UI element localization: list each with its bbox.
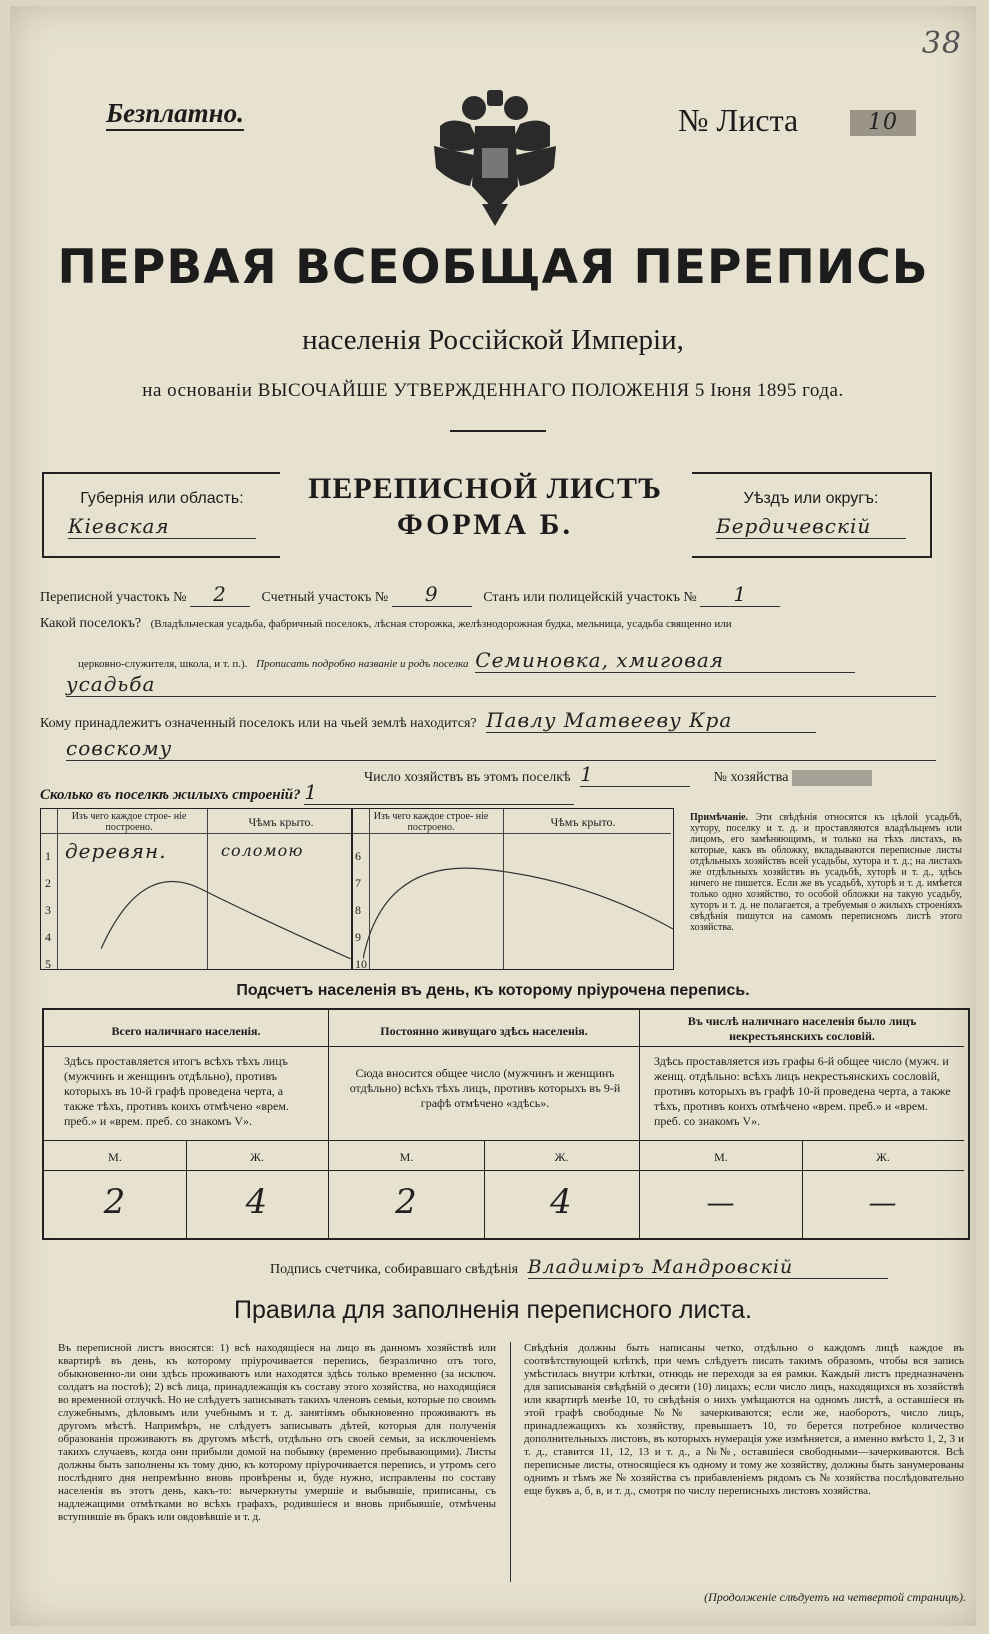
row-num-5: 5 <box>45 957 51 971</box>
rules-continued: (Продолженіе слѣдуетъ на четвертой страницѣ). <box>704 1590 966 1604</box>
settlement-value-2: усадьба <box>66 672 936 697</box>
free-label: Безплатно. <box>106 98 244 131</box>
sheet-no-label: № Листа <box>678 102 799 138</box>
count-col3-text: Здѣсь проставляется изъ графы 6-й общее число (мужч. и женщ. отдѣльно: всѣхъ лицъ некрестьянскихъ сословій, противъ которыхъ въ графѣ 10-й проведена черта, а также тѣхъ, противъ коихъ отмѣчено «врем. преб.» и «врем. преб. со знакомъ V». <box>654 1054 951 1128</box>
count-col1-text: Здѣсь проставляется итогъ всѣхъ тѣхъ лицъ (мужчинъ и женщинъ отдѣльно), противъ которыхъ въ 10-й графѣ проведена черта, а также тѣхъ, противъ коихъ отмѣчено «врем. преб.» и «врем. преб. со знакомъ V». <box>64 1054 289 1128</box>
row-num-2: 2 <box>45 876 51 890</box>
col1-m-label: М. <box>108 1150 122 1164</box>
row1-roof: соломою <box>221 841 304 860</box>
owner-value-2: совскому <box>66 736 936 761</box>
buildings-col1-header: Изъ чего каждое строе- ніе построено. <box>71 811 187 833</box>
note <box>690 812 962 933</box>
households-value: 1 <box>580 762 690 787</box>
col3-zh-label: Ж. <box>876 1150 890 1164</box>
row1-material: деревян. <box>65 839 167 863</box>
col3-m-label: М. <box>714 1150 728 1164</box>
census-sheet <box>10 6 976 1626</box>
buildings-col2-header: Чѣмъ крыто. <box>248 815 314 829</box>
signature-value: Владиміръ Мандровскій <box>528 1256 888 1279</box>
form-label: ФОРМА Б. <box>396 508 574 541</box>
note-title: Примѣчаніе. <box>690 812 749 823</box>
buildings-table <box>40 808 674 970</box>
rules-left: Въ переписной листъ вносятся: 1) всѣ находящіеся на лицо въ данномъ хозяйствѣ или квартирѣ въ день, къ которому пріурочивается перепись, безразлично отъ того, обыкновенно-ли они здѣсь проживаютъ или находятся здѣсь только временно (за исключ. солдатъ на постоѣ); 2) всѣ лица, принадлежащія къ составу этого хозяйства, но находящіяся во временной отлучкѣ. Но не слѣдуетъ записывать такихъ членовъ семьи, которые по своимъ служебнымъ, дѣловымъ или учебнымъ и т. д. занятіямъ обыкновенно проживаютъ въ другомъ мѣстѣ. Напримѣръ, не слѣдуетъ записывать дѣтей, которыя для полученія образованія проживаютъ въ другомъ мѣстѣ, отдѣльно отъ своей семьи, за исключеніемъ такихъ случаевъ, когда они прибыли домой на побывку (временно пребывающими). Листы должны быть заполнены къ тому дню, къ которому пріурочивается перепись, и утромъ сего послѣдняго дня непремѣнно вновь провѣрены и, буде нужно, исправлены по составу населенія въ этотъ день, какъ-то: вычеркнуты умершіе и выбывшіе, приписаны, съ надлежащими отмѣтками во всѣхъ графахъ, родившіеся и вновь прибывшіе, отмѣчены вступившіе въ бракъ или овдовѣвшіе и т. д. <box>58 1342 496 1523</box>
settlement-hint: (Владѣльческая усадьба, фабричный поселокъ, лѣсная сторожка, желѣзнодорожная будка, мельница, усадьба священно или <box>150 618 732 630</box>
row-num-10: 10 <box>355 957 367 971</box>
count-col3-title: Въ числѣ наличнаго населенія было лицъ некрестьянскихъ сословій. <box>687 1014 917 1043</box>
rules-divider <box>510 1342 511 1582</box>
buildings-col2-header-right: Чѣмъ крыто. <box>550 815 616 829</box>
areas-line <box>40 582 940 607</box>
households-label: Число хозяйствъ въ этомъ поселкѣ <box>364 770 571 785</box>
buildings-value: 1 <box>304 780 574 805</box>
count-heading: Подсчетъ населенія въ день, къ которому пріурочена перепись. <box>236 982 750 999</box>
owner-line <box>40 708 960 733</box>
buildings-col1-header-right: Изъ чего каждое строе- ніе построено. <box>373 811 489 833</box>
page-title: ПЕРВАЯ ВСЕОБЩАЯ ПЕРЕПИСЬ <box>57 240 929 295</box>
row-num-1: 1 <box>45 849 51 863</box>
settlement-value-1: Семиновка, хмиговая <box>475 648 855 673</box>
row-num-8: 8 <box>355 903 361 917</box>
buildings-table-right <box>353 809 671 969</box>
divider <box>450 430 546 432</box>
strike-curve-left <box>101 869 351 959</box>
district-value: Бердичевскій <box>716 514 906 539</box>
buildings-label: Сколько въ поселкѣ жилыхъ строеній? <box>40 787 301 803</box>
census-area-label: Переписной участокъ № <box>40 590 187 605</box>
col1-m-value: 2 <box>103 1182 127 1222</box>
settlement-instruction: Прописать подробно названіе и родъ поселка <box>256 658 469 670</box>
province-value: Кіевская <box>68 514 256 539</box>
page-subtitle: населенія Россійской Имперіи, <box>302 324 684 356</box>
note-text: Эти свѣдѣнія относятся къ цѣлой усадьбѣ, хутору, поселку и т. д. и проставляются владѣльцемъ или лицомъ, его замѣняющимъ, и только на тѣхъ листахъ, въ которые, какъ въ обложку, вкладываются переписные листы отдѣльныхъ хозяйствъ всей усадьбы, хутора и т. д.; на листахъ же отдѣльныхъ хозяйствъ въ усадьбѣ, хуторѣ и т. д., здѣсь ничего не пишется. Если же въ усадьбѣ, хуторѣ и т. д. имѣется только одно хозяйство, то особой обложки на такую усадьбу, хуторъ и т. д. не полагается, а требуемыя о жилыхъ строеніяхъ свѣдѣнія пишутся на самомъ переписномъ листѣ этого хозяйства. <box>690 812 963 933</box>
count-col2-text: Сюда вносится общее число (мужчинъ и женщинъ отдѣльно) всѣхъ тѣхъ лицъ, противъ которыхъ въ 9-й графѣ отмѣчено «здѣсь». <box>349 1066 621 1110</box>
col2-zh-label: Ж. <box>554 1150 569 1164</box>
count-col-3 <box>640 1010 964 1238</box>
basis-line: на основаніи ВЫСОЧАЙШЕ УТВЕРЖДЕННАГО ПОЛОЖЕНІЯ 5 Іюня 1895 года. <box>142 380 844 401</box>
count-col-1 <box>44 1010 329 1238</box>
camp-label: Станъ или полицейскій участокъ № <box>483 590 697 605</box>
settlement-line <box>40 616 960 632</box>
sheet-no-value: 10 <box>850 110 916 136</box>
buildings-line <box>40 780 940 805</box>
province-label: Губернія или область: <box>80 490 244 507</box>
settlement-line-2 <box>78 648 978 673</box>
row-num-3: 3 <box>45 903 51 917</box>
row-num-6: 6 <box>355 849 361 863</box>
col2-zh-value: 4 <box>550 1182 573 1222</box>
count-col1-title: Всего наличнаго населенія. <box>111 1024 261 1038</box>
count-col-2 <box>329 1010 640 1238</box>
count-table <box>42 1008 970 1240</box>
settlement-label: Какой поселокъ? <box>40 616 142 631</box>
rules-right: Свѣдѣнія должны быть написаны четко, отдѣльно о каждомъ лицѣ каждое въ соотвѣтствующей клѣткѣ, при чемъ слѣдуетъ писать такимъ образомъ, чтобы вся запись умѣстилась внутри клѣтки, отнюдь не переходя за ея рамки. Каждый листъ предназначенъ для записыванія свѣдѣній о десяти (10) лицахъ; если число лицъ, находящихся въ хозяйствѣ или квартирѣ менѣе 10, то свѣдѣнія о нихъ умѣщаются на одномъ листѣ, а оставшіеся въ этой графѣ свободные №№ зачеркиваются; если же, наоборотъ, число лицъ, принадлежащихъ къ хозяйству, превышаетъ 10, то берется потребное количество дополнительныхъ листовъ, въ которыхъ нумерація уже измѣняется, а именно вмѣсто 1, 2, 3 и т. д., ставится 11, 12, 13 и т. д., а №№, оставшіеся свободными—зачеркиваются. Всѣ переписные листы, относящіеся къ одному и тому же хозяйству, должны быть занумерованы однимъ и тѣмъ же № хозяйства съ прибавленіемъ рядомъ съ № хозяйства послѣдовательно еще буквъ а, б, в, и т. д., смотря по числу переписныхъ листовъ хозяйства. <box>524 1342 964 1497</box>
settlement-hint-2: церковно-служителя, школа, и т. п.). <box>78 658 248 670</box>
owner-value-1: Павлу Матвееву Кра <box>486 708 816 733</box>
col2-m-value: 2 <box>395 1182 418 1222</box>
page-number: 38 <box>921 26 962 61</box>
form-title-box <box>280 472 690 554</box>
count-col2-title: Постоянно живущаго здѣсь населенія. <box>380 1024 588 1038</box>
form-name: ПЕРЕПИСНОЙ ЛИСТЪ <box>308 472 662 505</box>
count-area-value: 9 <box>392 582 472 607</box>
district-label: Уѣздъ или округъ: <box>743 490 879 507</box>
signature-line <box>270 1256 950 1279</box>
strike-curve-right <box>363 849 673 959</box>
row-num-9: 9 <box>355 930 361 944</box>
signature-label: Подпись счетчика, собиравшаго свѣдѣнія <box>270 1262 519 1277</box>
col2-m-label: М. <box>399 1150 414 1164</box>
household-no-label: № хозяйства <box>713 770 789 785</box>
col1-zh-label: Ж. <box>250 1150 264 1164</box>
row-num-7: 7 <box>355 876 361 890</box>
count-area-label: Счетный участокъ № <box>261 590 389 605</box>
census-area-value: 2 <box>190 582 250 607</box>
col3-m-value: — <box>706 1186 736 1219</box>
rules-title: Правила для заполненія переписного листа. <box>234 1296 752 1324</box>
owner-label: Кому принадлежитъ означенный поселокъ или на чьей землѣ находится? <box>40 716 477 731</box>
buildings-table-left <box>41 809 353 969</box>
col3-zh-value: — <box>868 1186 898 1219</box>
province-box <box>42 472 280 558</box>
camp-value: 1 <box>700 582 780 607</box>
col1-zh-value: 4 <box>245 1182 269 1222</box>
eagle-emblem <box>430 86 560 231</box>
row-num-4: 4 <box>45 930 51 944</box>
district-box <box>692 472 932 558</box>
